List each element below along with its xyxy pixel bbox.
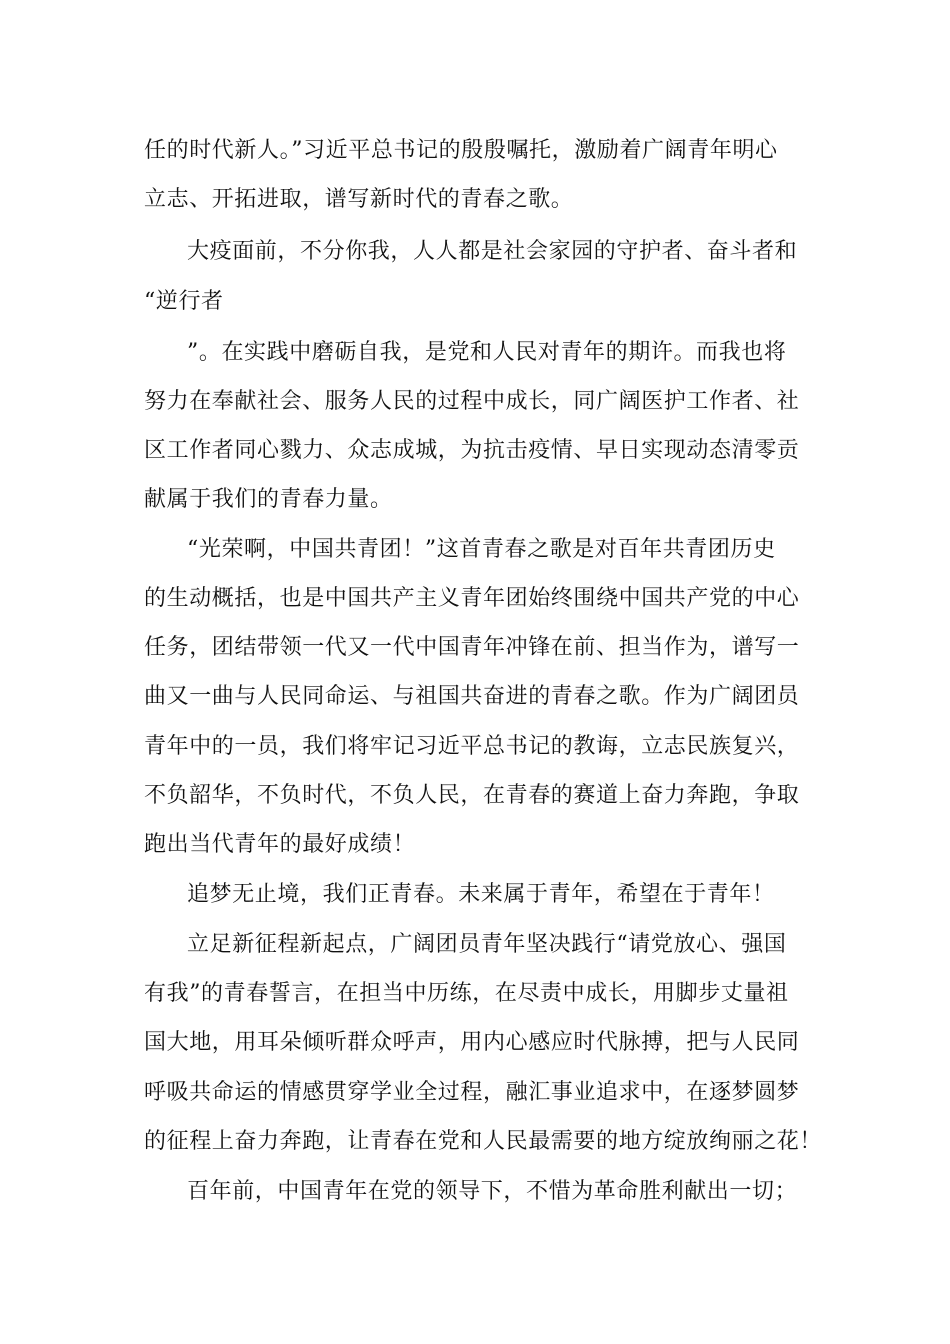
text-line: “逆行者 bbox=[144, 289, 224, 314]
text-line: 青年中的一员，我们将牢记习近平总书记的教诲，立志民族复兴， bbox=[144, 734, 800, 759]
text-line: 曲又一曲与人民同命运、与祖国共奋进的青春之歌。作为广阔团员 bbox=[144, 684, 800, 709]
text-line: 立志、开拓进取，谱写新时代的青春之歌。 bbox=[144, 187, 574, 212]
text-line: 呼吸共命运的情感贯穿学业全过程，融汇事业追求中，在逐梦圆梦 bbox=[144, 1080, 800, 1105]
text-line: ”。在实践中磨砺自我，是党和人民对青年的期许。而我也将 bbox=[187, 340, 787, 365]
text-line: 跑出当代青年的最好成绩！ bbox=[144, 832, 416, 857]
text-line: 区工作者同心戮力、众志成城，为抗击疫情、早日实现动态清零贡 bbox=[144, 438, 800, 463]
text-line: 的征程上奋力奔跑，让青春在党和人民最需要的地方绽放绚丽之花！ bbox=[144, 1129, 823, 1154]
text-line: 任务，团结带领一代又一代中国青年冲锋在前、担当作为，谱写一 bbox=[144, 635, 800, 660]
paragraph-start-line: 追梦无止境，我们正青春。未来属于青年，希望在于青年！ bbox=[187, 882, 775, 907]
text-line: 有我”的青春誓言，在担当中历练，在尽责中成长，用脚步丈量祖 bbox=[144, 981, 789, 1006]
text-line: 努力在奉献社会、服务人民的过程中成长，同广阔医护工作者、社 bbox=[144, 389, 800, 414]
text-line: 不负韶华，不负时代，不负人民，在青春的赛道上奋力奔跑，争取 bbox=[144, 783, 800, 808]
text-line: 国大地，用耳朵倾听群众呼声，用内心感应时代脉搏，把与人民同 bbox=[144, 1030, 800, 1055]
text-line: 献属于我们的青春力量。 bbox=[144, 487, 393, 512]
paragraph-start-line: 大疫面前，不分你我，人人都是社会家园的守护者、奋斗者和 bbox=[187, 239, 798, 264]
paragraph-start-line: 立足新征程新起点，广阔团员青年坚决践行“请党放心、强国 bbox=[187, 932, 787, 957]
text-line: 任的时代新人。”习近平总书记的殷殷嘱托，激励着广阔青年明心 bbox=[144, 138, 778, 163]
paragraph-start-line: 百年前，中国青年在党的领导下，不惜为革命胜利献出一切； bbox=[187, 1179, 798, 1204]
paragraph-start-line: “光荣啊，中国共青团！”这首青春之歌是对百年共青团历史 bbox=[187, 537, 776, 562]
text-line: 的生动概括，也是中国共产主义青年团始终围绕中国共产党的中心 bbox=[144, 586, 800, 611]
